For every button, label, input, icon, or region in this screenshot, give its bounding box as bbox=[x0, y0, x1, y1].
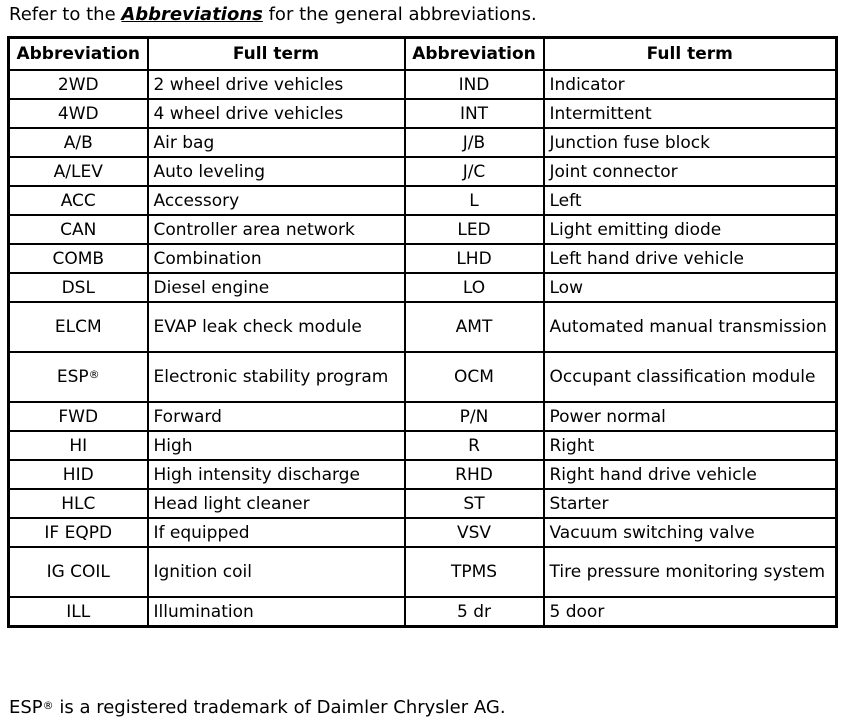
full-term-cell-text: Electronic stability program bbox=[153, 367, 389, 387]
intro-text bbox=[9, 2, 537, 28]
abbreviations-link[interactable]: Abbreviations bbox=[121, 4, 263, 25]
table-row bbox=[9, 99, 837, 128]
table-row bbox=[9, 273, 837, 302]
header-abbreviation: Abbreviation bbox=[9, 38, 148, 71]
abbreviation-cell bbox=[405, 518, 544, 547]
abbreviation-cell bbox=[9, 302, 148, 352]
table-row bbox=[9, 597, 837, 627]
full-term-cell bbox=[148, 489, 405, 518]
full-term-cell-text: Controller area network bbox=[153, 219, 355, 240]
full-term-cell bbox=[148, 402, 405, 431]
abbreviation-cell-text: ELCM bbox=[54, 317, 102, 337]
abbreviation-cell-text: LED bbox=[457, 219, 491, 240]
header-full-term: Full term bbox=[544, 38, 837, 71]
abbreviation-cell bbox=[405, 157, 544, 186]
table-row bbox=[9, 215, 837, 244]
full-term-cell-text: Joint connector bbox=[549, 161, 678, 182]
abbreviation-cell bbox=[405, 244, 544, 273]
table-row bbox=[9, 302, 837, 352]
full-term-cell-text: High intensity discharge bbox=[153, 464, 360, 485]
full-term-cell bbox=[148, 128, 405, 157]
abbreviation-cell-text: J/C bbox=[462, 161, 486, 182]
full-term-cell bbox=[148, 431, 405, 460]
abbreviation-cell-text: L bbox=[469, 190, 479, 211]
full-term-cell bbox=[544, 518, 837, 547]
abbreviation-cell-text: 5 dr bbox=[457, 601, 491, 622]
full-term-cell-text: 2 wheel drive vehicles bbox=[153, 74, 344, 95]
abbreviation-cell bbox=[9, 186, 148, 215]
full-term-cell-text: Automated manual transmission bbox=[549, 317, 827, 337]
table-row bbox=[9, 518, 837, 547]
abbreviation-cell bbox=[9, 157, 148, 186]
abbreviation-cell bbox=[9, 518, 148, 547]
table-row bbox=[9, 244, 837, 273]
full-term-cell bbox=[148, 597, 405, 627]
full-term-cell-text: Indicator bbox=[549, 74, 625, 95]
abbreviation-cell bbox=[405, 186, 544, 215]
full-term-cell-text: Combination bbox=[153, 248, 262, 269]
abbreviation-cell-text: IG COIL bbox=[46, 562, 110, 582]
full-term-cell bbox=[544, 128, 837, 157]
abbreviation-cell bbox=[9, 273, 148, 302]
abbreviations-table bbox=[7, 36, 838, 628]
table-row bbox=[9, 70, 837, 99]
table-row bbox=[9, 186, 837, 215]
abbreviation-cell bbox=[405, 99, 544, 128]
abbreviation-cell bbox=[9, 402, 148, 431]
full-term-cell-text: 5 door bbox=[549, 601, 605, 622]
abbreviation-cell-text: COMB bbox=[52, 248, 105, 269]
abbreviation-cell-text: IF EQPD bbox=[44, 522, 113, 543]
abbreviation-cell bbox=[405, 215, 544, 244]
abbreviation-cell-text: ST bbox=[463, 493, 485, 514]
full-term-cell bbox=[544, 157, 837, 186]
abbreviation-cell bbox=[405, 597, 544, 627]
abbreviation-cell bbox=[9, 244, 148, 273]
full-term-cell bbox=[148, 70, 405, 99]
full-term-cell bbox=[148, 302, 405, 352]
abbreviation-cell bbox=[405, 128, 544, 157]
full-term-cell-text: Junction fuse block bbox=[549, 132, 710, 153]
table-body bbox=[9, 70, 837, 627]
abbreviation-cell-text: HID bbox=[62, 464, 94, 485]
full-term-cell-text: High bbox=[153, 435, 193, 456]
full-term-cell bbox=[148, 518, 405, 547]
full-term-cell-text: Illumination bbox=[153, 601, 254, 622]
full-term-cell bbox=[148, 352, 405, 402]
abbreviation-cell-text: LHD bbox=[456, 248, 492, 269]
full-term-cell bbox=[148, 244, 405, 273]
abbreviation-cell bbox=[405, 302, 544, 352]
full-term-cell-text: Vacuum switching valve bbox=[549, 522, 755, 543]
abbreviation-cell bbox=[405, 402, 544, 431]
abbreviation-cell-text: 4WD bbox=[57, 103, 99, 124]
full-term-cell-text: Low bbox=[549, 277, 583, 298]
full-term-cell bbox=[544, 547, 837, 597]
full-term-cell-text: Light emitting diode bbox=[549, 219, 722, 240]
abbreviation-cell bbox=[405, 489, 544, 518]
abbreviation-cell-text: HI bbox=[69, 435, 88, 456]
abbreviation-cell-text: IND bbox=[458, 74, 490, 95]
table-row bbox=[9, 547, 837, 597]
abbreviation-cell bbox=[9, 489, 148, 518]
full-term-cell-text: Occupant classification module bbox=[549, 367, 816, 387]
full-term-cell-text: Intermittent bbox=[549, 103, 652, 124]
full-term-cell-text: Head light cleaner bbox=[153, 493, 310, 514]
full-term-cell-text: If equipped bbox=[153, 522, 250, 543]
full-term-cell-text: Power normal bbox=[549, 406, 666, 427]
full-term-cell-text: Left hand drive vehicle bbox=[549, 248, 745, 269]
full-term-cell bbox=[544, 273, 837, 302]
full-term-cell-text: Auto leveling bbox=[153, 161, 266, 182]
abbreviation-cell-text: A/B bbox=[63, 132, 93, 153]
table-row bbox=[9, 402, 837, 431]
header-abbreviation: Abbreviation bbox=[405, 38, 544, 71]
full-term-cell bbox=[148, 157, 405, 186]
full-term-cell bbox=[544, 70, 837, 99]
full-term-cell bbox=[544, 431, 837, 460]
full-term-cell-text: Right hand drive vehicle bbox=[549, 464, 757, 485]
abbreviation-cell-text: ACC bbox=[60, 190, 96, 211]
full-term-cell-text: Tire pressure monitoring system bbox=[549, 562, 826, 582]
abbreviation-cell-text: LO bbox=[462, 277, 486, 298]
registered-mark: ® bbox=[88, 368, 100, 381]
header-full-term: Full term bbox=[148, 38, 405, 71]
full-term-cell bbox=[544, 302, 837, 352]
table-row bbox=[9, 352, 837, 402]
intro-suffix: for the general abbreviations. bbox=[262, 4, 537, 25]
abbreviation-cell bbox=[9, 431, 148, 460]
full-term-cell-text: 4 wheel drive vehicles bbox=[153, 103, 344, 124]
abbreviation-cell-text: 2WD bbox=[57, 74, 99, 95]
full-term-cell-text: Forward bbox=[153, 406, 222, 427]
intro-prefix: Refer to the bbox=[9, 4, 122, 25]
abbreviation-cell-text: HLC bbox=[61, 493, 96, 514]
abbreviation-cell bbox=[9, 99, 148, 128]
table-row bbox=[9, 157, 837, 186]
full-term-cell bbox=[544, 402, 837, 431]
abbreviation-cell-text: FWD bbox=[58, 406, 99, 427]
abbreviation-cell-text: VSV bbox=[456, 522, 492, 543]
full-term-cell bbox=[544, 244, 837, 273]
abbreviation-cell bbox=[405, 70, 544, 99]
abbreviation-cell bbox=[405, 273, 544, 302]
footnote bbox=[9, 695, 506, 721]
full-term-cell bbox=[544, 597, 837, 627]
abbreviation-cell-text: J/B bbox=[462, 132, 486, 153]
full-term-cell-text: Starter bbox=[549, 493, 609, 514]
abbreviation-cell bbox=[9, 70, 148, 99]
abbreviation-cell bbox=[9, 547, 148, 597]
abbreviation-cell-text: P/N bbox=[459, 406, 489, 427]
table-row bbox=[9, 460, 837, 489]
abbreviation-cell bbox=[405, 352, 544, 402]
full-term-cell bbox=[148, 547, 405, 597]
registered-mark: ® bbox=[42, 699, 54, 712]
abbreviation-cell-text: ESP bbox=[56, 367, 89, 387]
full-term-cell bbox=[544, 215, 837, 244]
abbreviation-cell bbox=[9, 352, 148, 402]
abbreviation-cell-text: CAN bbox=[60, 219, 97, 240]
full-term-cell bbox=[148, 215, 405, 244]
full-term-cell-text: Left bbox=[549, 190, 582, 211]
full-term-cell bbox=[544, 99, 837, 128]
full-term-cell bbox=[148, 460, 405, 489]
abbreviation-cell-text: AMT bbox=[455, 317, 493, 337]
full-term-cell bbox=[544, 489, 837, 518]
abbreviation-cell-text: ILL bbox=[66, 601, 91, 622]
table-row bbox=[9, 128, 837, 157]
full-term-cell-text: Air bag bbox=[153, 132, 215, 153]
abbreviation-cell-text: DSL bbox=[61, 277, 95, 298]
abbreviation-cell-text: TPMS bbox=[450, 562, 498, 582]
full-term-cell-text: Ignition coil bbox=[153, 562, 252, 582]
table-row bbox=[9, 489, 837, 518]
full-term-cell bbox=[148, 273, 405, 302]
full-term-cell-text: Right bbox=[549, 435, 595, 456]
abbreviation-cell bbox=[405, 460, 544, 489]
full-term-cell bbox=[544, 186, 837, 215]
full-term-cell bbox=[544, 460, 837, 489]
abbreviation-cell bbox=[405, 547, 544, 597]
full-term-cell-text: EVAP leak check module bbox=[153, 317, 362, 337]
full-term-cell-text: Diesel engine bbox=[153, 277, 270, 298]
abbreviation-cell bbox=[405, 431, 544, 460]
table-header-row bbox=[9, 38, 837, 71]
footnote-term: ESP bbox=[9, 697, 43, 718]
abbreviation-cell bbox=[9, 460, 148, 489]
abbreviation-cell bbox=[9, 215, 148, 244]
abbreviation-cell-text: RHD bbox=[455, 464, 493, 485]
abbreviation-cell-text: A/LEV bbox=[53, 161, 103, 182]
abbreviation-cell bbox=[9, 597, 148, 627]
table-row bbox=[9, 431, 837, 460]
full-term-cell-text: Accessory bbox=[153, 190, 240, 211]
full-term-cell bbox=[148, 99, 405, 128]
abbreviation-cell-text: OCM bbox=[454, 367, 494, 387]
abbreviation-cell-text: R bbox=[468, 435, 480, 456]
abbreviation-cell bbox=[9, 128, 148, 157]
full-term-cell bbox=[148, 186, 405, 215]
abbreviation-cell-text: INT bbox=[459, 103, 489, 124]
full-term-cell bbox=[544, 352, 837, 402]
footnote-text: is a registered trademark of Daimler Chrysler AG. bbox=[53, 697, 506, 718]
